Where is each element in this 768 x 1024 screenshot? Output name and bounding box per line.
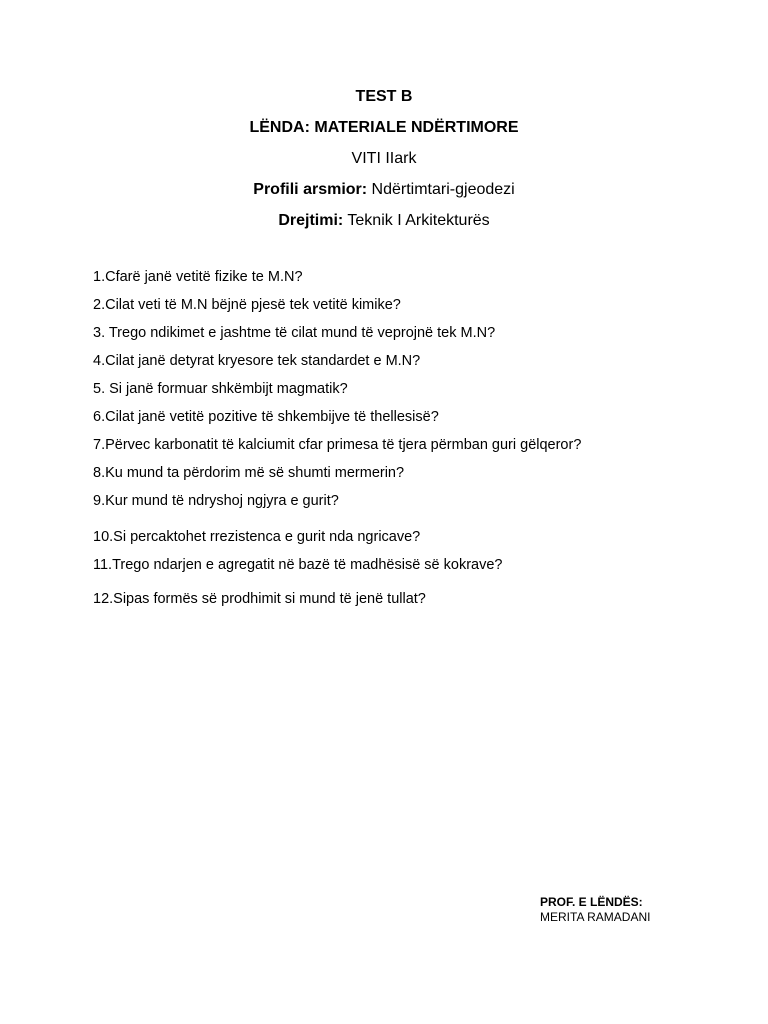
signature-role: PROF. E LËNDËS: bbox=[540, 895, 643, 909]
question-item: 3. Trego ndikimet e jashtme të cilat mund të veprojnë tek M.N? bbox=[93, 325, 496, 341]
question-item: 8.Ku mund ta përdorim më së shumti mermerin? bbox=[93, 465, 405, 481]
test-title: TEST B bbox=[355, 88, 413, 105]
profile-value: Ndërtimtari-gjeodezi bbox=[371, 181, 515, 198]
signature-block bbox=[540, 895, 650, 925]
question-item: 5. Si janë formuar shkëmbijt magmatik? bbox=[93, 381, 348, 397]
direction-value: Teknik I Arkitekturës bbox=[347, 212, 490, 229]
question-list bbox=[93, 268, 713, 618]
direction-line bbox=[0, 211, 768, 231]
question-item: 11.Trego ndarjen e agregatit në bazë të madhësisë së kokrave? bbox=[93, 557, 503, 573]
question-item: 10.Si percaktohet rrezistenca e gurit nda ngricave? bbox=[93, 529, 421, 545]
question-item: 4.Cilat janë detyrat kryesore tek standardet e M.N? bbox=[93, 353, 421, 369]
year-line: VITI IIark bbox=[351, 150, 417, 167]
question-item: 12.Sipas formës së prodhimit si mund të jenë tullat? bbox=[93, 591, 426, 607]
signature-name: MERITA RAMADANI bbox=[540, 910, 651, 924]
direction-label: Drejtimi: bbox=[278, 212, 344, 229]
question-item: 2.Cilat veti të M.N bëjnë pjesë tek vetitë kimike? bbox=[93, 297, 401, 313]
question-item: 1.Cfarë janë vetitë fizike te M.N? bbox=[93, 269, 303, 285]
profile-label: Profili arsmior: bbox=[253, 181, 368, 198]
question-item: 6.Cilat janë vetitë pozitive të shkembijve të thellesisë? bbox=[93, 409, 439, 425]
subject-title: LËNDA: MATERIALE NDËRTIMORE bbox=[249, 119, 519, 136]
question-item: 7.Përvec karbonatit të kalciumit cfar primesa të tjera përmban guri gëlqeror? bbox=[93, 437, 582, 453]
question-item: 9.Kur mund të ndryshoj ngjyra e gurit? bbox=[93, 493, 339, 509]
profile-line bbox=[0, 180, 768, 200]
